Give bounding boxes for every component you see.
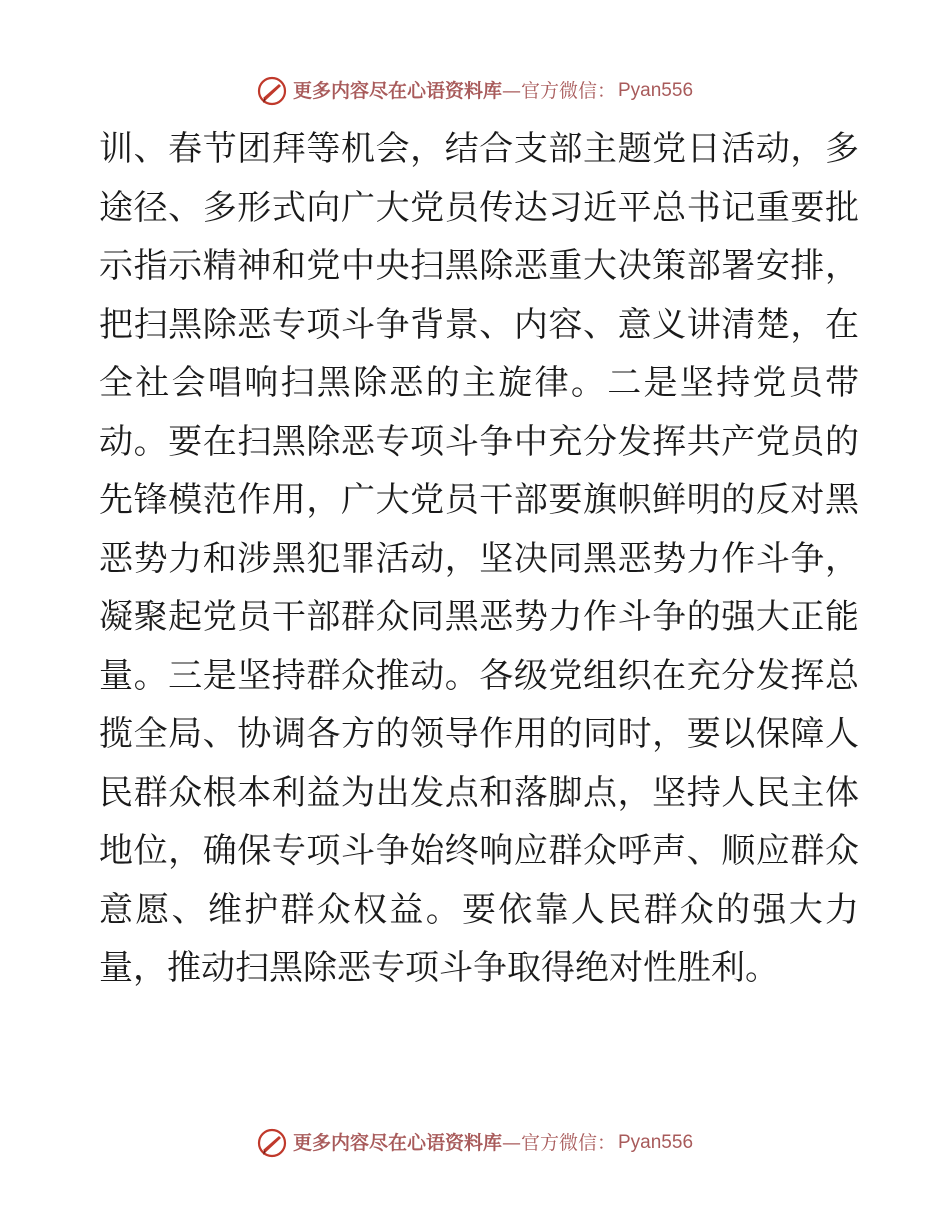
body-line: 量。三是坚持群众推动。各级党组织在充分发挥总 — [99, 655, 859, 696]
body-line: 先锋模范作用，广大党员干部要旗帜鲜明的反对黑 — [99, 480, 859, 520]
body-line: 训、春节团拜等机会，结合支部主题党日活动，多 — [99, 129, 859, 169]
document-body — [99, 120, 859, 998]
header-watermark — [0, 76, 950, 106]
watermark-promo-text: 更多内容尽在心语资料库 — [292, 80, 502, 102]
watermark-dash: — — [501, 80, 521, 102]
watermark-wechat-id: Pyan556 — [618, 80, 694, 101]
body-line: 把扫黑除恶专项斗争背景、内容、意义讲清楚，在 — [99, 304, 859, 345]
body-line: 民群众根本利益为出发点和落脚点，坚持人民主体 — [99, 772, 859, 813]
body-line: 恶势力和涉黑犯罪活动，坚决同黑恶势力作斗争， — [99, 538, 859, 579]
body-line: 凝聚起党员干部群众同黑恶势力作斗争的强大正能 — [99, 597, 859, 637]
body-line: 途径、多形式向广大党员传达习近平总书记重要批 — [99, 187, 859, 228]
footer-watermark — [0, 1128, 950, 1158]
body-line: 动。要在扫黑除恶专项斗争中充分发挥共产党员的 — [99, 421, 859, 462]
body-line: 全社会唱响扫黑除恶的主旋律。二是坚持党员带 — [99, 363, 859, 403]
body-line: 揽全局、协调各方的领导作用的同时，要以保障人 — [99, 714, 859, 754]
watermark-wechat-id: Pyan556 — [618, 1132, 694, 1153]
watermark-dash: — — [501, 1132, 521, 1154]
body-line: 地位，确保专项斗争始终响应群众呼声、顺应群众 — [99, 831, 859, 871]
watermark-wechat-label: 官方微信： — [520, 80, 616, 102]
watermark-wechat-label: 官方微信： — [520, 1132, 616, 1154]
brand-logo-icon — [257, 76, 287, 106]
body-line-last: 量，推动扫黑除恶专项斗争取得绝对性胜利。 — [99, 948, 779, 988]
brand-logo-icon — [257, 1128, 287, 1158]
body-line: 意愿、维护群众权益。要依靠人民群众的强大力 — [99, 889, 859, 930]
watermark-promo-text: 更多内容尽在心语资料库 — [292, 1132, 502, 1154]
body-line: 示指示精神和党中央扫黑除恶重大决策部署安排， — [99, 246, 859, 286]
